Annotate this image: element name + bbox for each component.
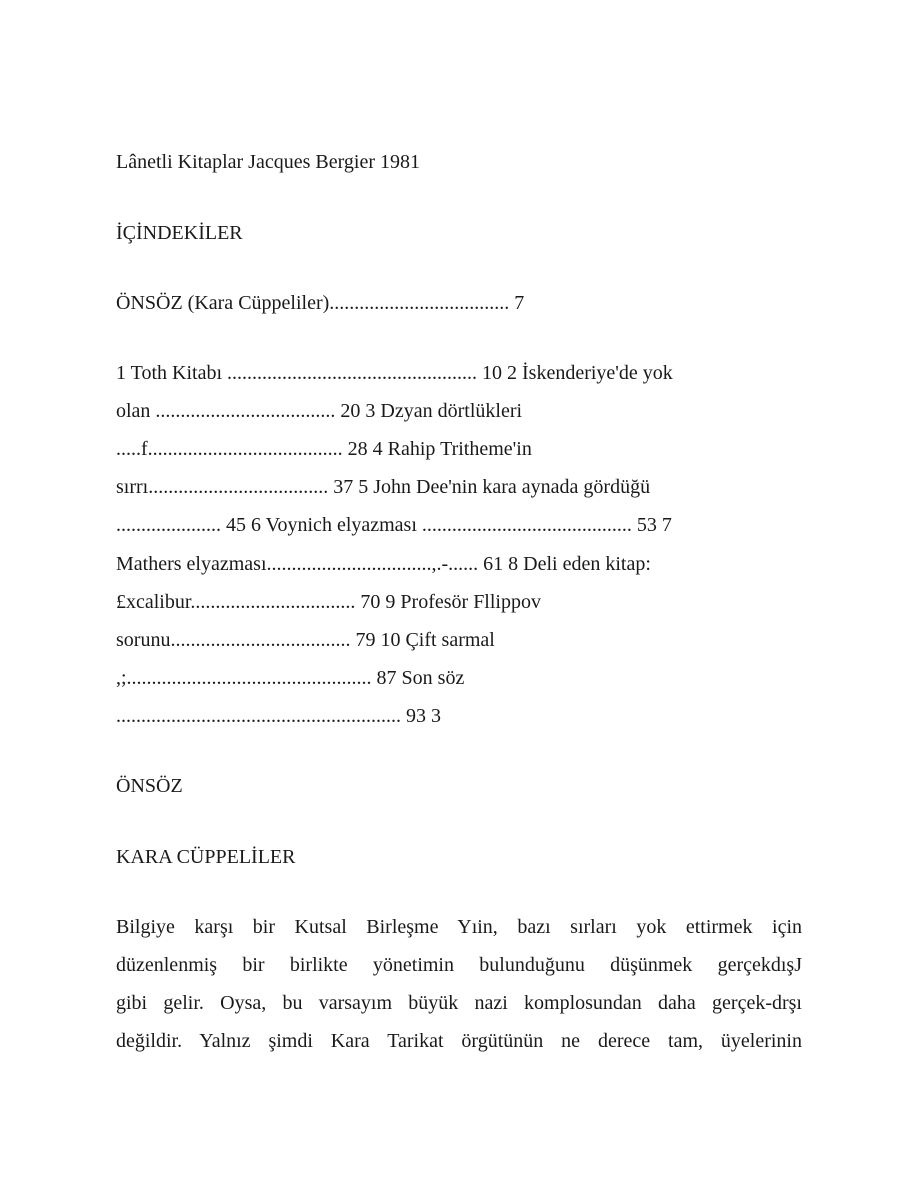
contents-heading: İÇİNDEKİLER (116, 222, 243, 244)
body-text-line: değildir. Yalnız şimdi Kara Tarikat örgütünün ne derece tam, üyelerinin (116, 1030, 802, 1052)
toc-line: sırrı.................................... 37 5 John Dee'nin kara aynada gördüğü (116, 476, 651, 498)
section-heading: KARA CÜPPELİLER (116, 846, 296, 868)
toc-line: Mathers elyazması.................................,.-...... 61 8 Deli eden kitap: (116, 553, 651, 575)
toc-line: 1 Toth Kitabı .................................................. 10 2 İskenderiye'de yok (116, 362, 673, 384)
toc-line: .....f....................................... 28 4 Rahip Tritheme'in (116, 438, 532, 460)
body-text-line: gibi gelir. Oysa, bu varsayım büyük nazi komplosundan daha gerçek-drşı (116, 992, 802, 1014)
toc-line: £xcalibur................................. 70 9 Profesör Fllippov (116, 591, 541, 613)
toc-line: ,;................................................. 87 Son söz (116, 667, 465, 689)
toc-line: sorunu.................................... 79 10 Çift sarmal (116, 629, 495, 651)
body-text-line: Bilgiye karşı bir Kutsal Birleşme Yıin, bazı sırları yok ettirmek için (116, 916, 802, 938)
toc-line: olan .................................... 20 3 Dzyan dörtlükleri (116, 400, 523, 422)
document-title-line: Lânetli Kitaplar Jacques Bergier 1981 (116, 151, 420, 173)
toc-preface-entry: ÖNSÖZ (Kara Cüppeliler).................................... 7 (116, 292, 525, 314)
body-text-line: düzenlenmiş bir birlikte yönetimin bulunduğunu düşünmek gerçekdışJ (116, 954, 802, 976)
toc-line: ..................... 45 6 Voynich elyazması .......................................... 53 7 (116, 514, 672, 536)
toc-line: ......................................................... 93 3 (116, 705, 441, 727)
preface-heading: ÖNSÖZ (116, 775, 183, 797)
